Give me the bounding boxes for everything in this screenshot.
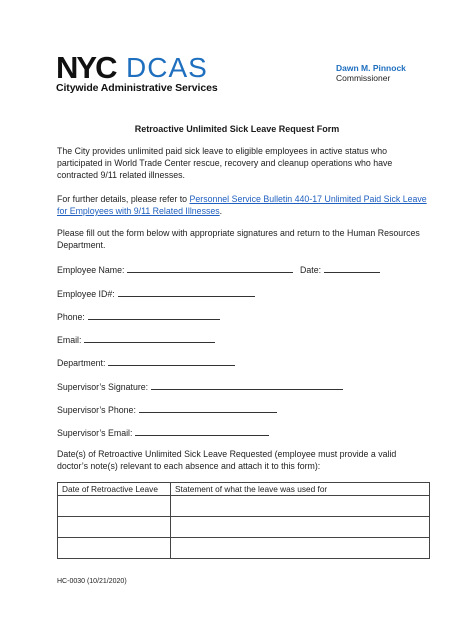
dcas-logo: DCAS (126, 52, 208, 83)
employee-name-row (57, 263, 293, 275)
form-code: HC-0030 (10/21/2020) (57, 578, 127, 585)
date-cell[interactable] (58, 517, 171, 538)
intro-paragraph: The City provides unlimited paid sick leave to eligible employees in active status who participated in World Trade Center rescue, recovery and cleanup operations who have contracted 9/11 related illnesses. (57, 146, 393, 180)
svg-text:NYC: NYC (56, 52, 116, 82)
date-cell[interactable] (58, 538, 171, 559)
table-row (58, 517, 430, 538)
details-prefix: For further details, please refer to (57, 194, 190, 204)
date-input[interactable] (324, 263, 380, 273)
nyc-logo (56, 52, 122, 82)
email-label: Email: (57, 335, 82, 345)
dates-instruction: Date(s) of Retroactive Unlimited Sick Leave Requested (employee must provide a valid doctor’s note(s) relevant to each absence and attach it to this form): (57, 449, 397, 471)
phone-input[interactable] (88, 310, 220, 320)
supervisor-phone-row (57, 403, 277, 415)
commissioner-title: Commissioner (336, 73, 391, 83)
email-input[interactable] (84, 333, 215, 343)
employee-id-row (57, 287, 255, 299)
details-paragraph (57, 193, 429, 217)
supervisor-signature-label: Supervisor’s Signature: (57, 382, 149, 392)
supervisor-email-input[interactable] (135, 426, 269, 436)
phone-label: Phone: (57, 312, 85, 322)
agency-subtitle: Citywide Administrative Services (56, 82, 218, 94)
bulletin-link[interactable]: Personnel Service Bulletin 440-17 Unlimited Paid Sick Leave for Employees with 9/11 Related Illnesses (57, 194, 427, 216)
department-label: Department: (57, 358, 106, 368)
table-header-row (58, 483, 430, 496)
form-title: Retroactive Unlimited Sick Leave Request Form (134, 124, 340, 134)
instructions-paragraph: Please fill out the form below with appropriate signatures and return to the Human Resources Department. (57, 228, 420, 250)
employee-id-input[interactable] (118, 287, 255, 297)
header-statement: Statement of what the leave was used for (171, 483, 430, 496)
statement-cell[interactable] (171, 517, 430, 538)
email-row (57, 333, 215, 345)
header-date-of-leave: Date of Retroactive Leave (58, 483, 171, 496)
phone-row (57, 310, 220, 322)
commissioner-name: Dawn M. Pinnock (336, 63, 406, 73)
supervisor-phone-input[interactable] (139, 403, 277, 413)
statement-cell[interactable] (171, 496, 430, 517)
date-row (300, 263, 380, 275)
statement-cell[interactable] (171, 538, 430, 559)
table-row (58, 496, 430, 517)
department-input[interactable] (108, 356, 235, 366)
employee-id-label: Employee ID#: (57, 289, 115, 299)
department-row (57, 356, 235, 368)
employee-name-input[interactable] (127, 263, 293, 273)
date-label: Date: (300, 265, 322, 275)
supervisor-email-label: Supervisor’s Email: (57, 428, 133, 438)
details-suffix: . (219, 206, 223, 216)
leave-table (57, 482, 430, 559)
supervisor-signature-row (57, 380, 343, 392)
date-cell[interactable] (58, 496, 171, 517)
supervisor-phone-label: Supervisor’s Phone: (57, 405, 136, 415)
employee-name-label: Employee Name: (57, 265, 125, 275)
supervisor-signature-input[interactable] (151, 380, 343, 390)
table-row (58, 538, 430, 559)
supervisor-email-row (57, 426, 269, 438)
